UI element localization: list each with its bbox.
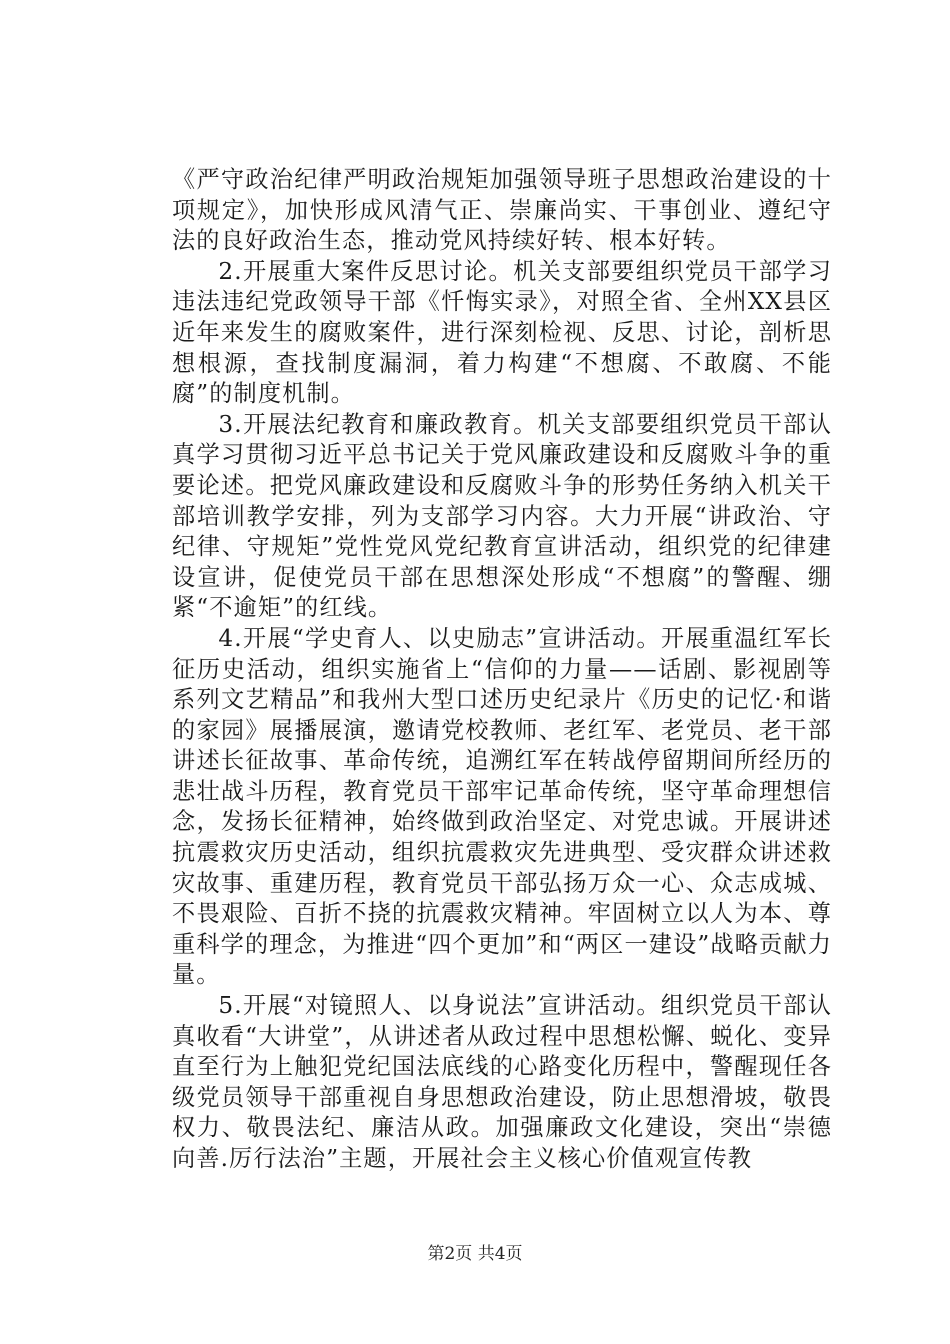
page-number: 第2页 共4页 (427, 1244, 523, 1264)
paragraph-continuation: 《严守政治纪律严明政治规矩加强领导班子思想政治建设的十项规定》，加快形成风清气正、崇廉尚实、干事创业、遵纪守法的良好政治生态，推动党风持续好转、根本好转。 (172, 166, 832, 255)
paragraph-item-2: 2.开展重大案件反思讨论。机关支部要组织党员干部学习违法违纪党政领导干部《忏悔实录》，对照全省、全州XX县区近年来发生的腐败案件，进行深刻检视、反思、讨论，剖析思想根源，查找制度漏洞，着力构建“不想腐、不敢腐、不能腐”的制度机制。 (172, 257, 832, 408)
document-body (172, 165, 832, 1175)
paragraph-item-5: 5.开展“对镜照人、以身说法”宣讲活动。组织党员干部认真收看“大讲堂”，从讲述者从政过程中思想松懈、蜕化、变异直至行为上触犯党纪国法底线的心路变化历程中，警醒现任各级党员领导干部重视自身思想政治建设，防止思想滑坡，敬畏权力、敬畏法纪、廉洁从政。加强廉政文化建设，突出“崇德向善.厉行法治”主题，开展社会主义核心价值观宣传教 (172, 992, 832, 1172)
paragraph-item-4: 4.开展“学史育人、以史励志”宣讲活动。开展重温红军长征历史活动，组织实施省上“信仰的力量——话剧、影视剧等系列文艺精品”和我州大型口述历史纪录片《历史的记忆·和谐的家园》展播展演，邀请党校教师、老红军、老党员、老干部讲述长征故事、革命传统，追溯红军在转战停留期间所经历的悲壮战斗历程，教育党员干部牢记革命传统，坚守革命理想信念，发扬长征精神，始终做到政治坚定、对党忠诚。开展讲述抗震救灾历史活动，组织抗震救灾先进典型、受灾群众讲述救灾故事、重建历程，教育党员干部弘扬万众一心、众志成城、不畏艰险、百折不挠的抗震救灾精神。牢固树立以人为本、尊重科学的理念，为推进“四个更加”和“两区一建设”战略贡献力量。 (172, 624, 832, 989)
paragraph-item-3: 3.开展法纪教育和廉政教育。机关支部要组织党员干部认真学习贯彻习近平总书记关于党风廉政建设和反腐败斗争的重要论述。把党风廉政建设和反腐败斗争的形势任务纳入机关干部培训教学安排，列为支部学习内容。大力开展“讲政治、守纪律、守规矩”党性党风党纪教育宣讲活动，组织党的纪律建设宣讲，促使党员干部在思想深处形成“不想腐”的警醒、绷紧“不逾矩”的红线。 (172, 410, 832, 622)
page-footer (0, 1243, 950, 1265)
